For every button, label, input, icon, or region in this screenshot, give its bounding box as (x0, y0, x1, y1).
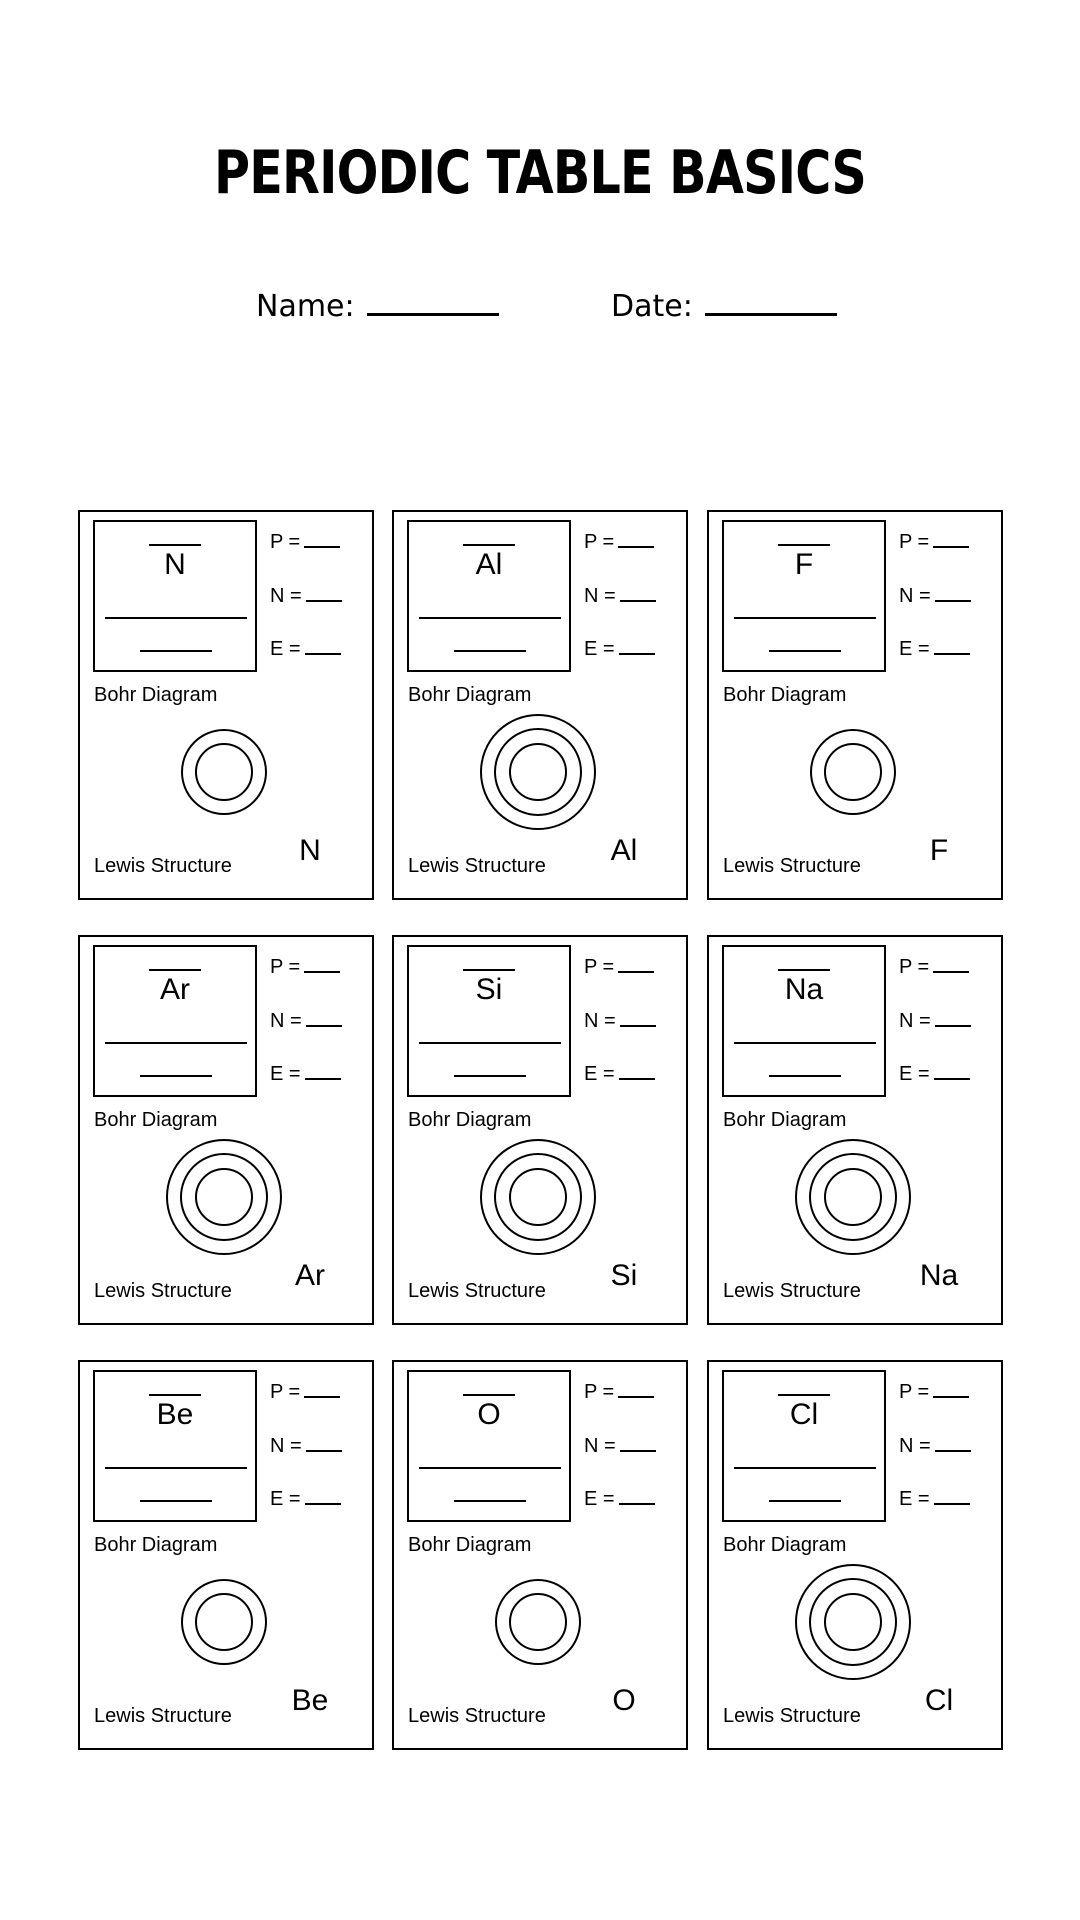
element-card (707, 1360, 1003, 1750)
protons-blank[interactable] (933, 955, 969, 973)
element-card (392, 935, 688, 1325)
element-name-blank[interactable] (734, 1467, 876, 1469)
lewis-structure-label: Lewis Structure (408, 855, 546, 877)
neutrons-field[interactable] (584, 1434, 656, 1458)
date-label: Date: (611, 289, 693, 324)
protons-field[interactable] (584, 955, 654, 979)
bohr-diagram (394, 1137, 686, 1257)
element-card (78, 935, 374, 1325)
electrons-field[interactable] (270, 637, 341, 661)
electron-shell-2 (181, 1154, 267, 1240)
lewis-structure-label: Lewis Structure (408, 1280, 546, 1302)
page-title: PERIODIC TABLE BASICS (213, 138, 867, 208)
element-symbol: Na (778, 969, 830, 1007)
protons-field[interactable] (899, 530, 969, 554)
electron-shell-3 (481, 715, 595, 829)
element-symbol-box (407, 1370, 571, 1522)
element-name-blank[interactable] (734, 617, 876, 619)
electrons-field[interactable] (270, 1487, 341, 1511)
neutrons-field[interactable] (584, 584, 656, 608)
protons-label: P = (270, 956, 301, 978)
protons-field[interactable] (270, 955, 340, 979)
element-symbol: Si (463, 969, 515, 1007)
electrons-blank[interactable] (934, 637, 970, 655)
element-symbol: Al (463, 544, 515, 582)
protons-field[interactable] (899, 955, 969, 979)
atomic-mass-blank[interactable] (769, 650, 841, 652)
element-symbol: Ar (149, 969, 201, 1007)
bohr-diagram-label: Bohr Diagram (94, 1109, 218, 1131)
atomic-mass-blank[interactable] (454, 1075, 526, 1077)
protons-field[interactable] (270, 1380, 340, 1404)
lewis-structure-label: Lewis Structure (723, 1280, 861, 1302)
electron-shell-3 (796, 1565, 910, 1679)
date-field[interactable] (611, 283, 837, 324)
electron-shell-1 (510, 1169, 566, 1225)
bohr-diagram-label: Bohr Diagram (94, 1534, 218, 1556)
neutrons-label: N = (899, 1010, 931, 1032)
electrons-blank[interactable] (934, 1062, 970, 1080)
element-name-blank[interactable] (419, 1042, 561, 1044)
element-symbol-box (93, 1370, 257, 1522)
electron-shell-1 (825, 1169, 881, 1225)
neutrons-label: N = (270, 1435, 302, 1457)
element-symbol: Be (149, 1394, 201, 1432)
electron-shell-1 (825, 744, 881, 800)
bohr-diagram-label: Bohr Diagram (408, 1534, 532, 1556)
neutrons-label: N = (270, 1010, 302, 1032)
lewis-symbol: Ar (295, 1259, 325, 1292)
protons-blank[interactable] (618, 1380, 654, 1398)
neutrons-field[interactable] (899, 1434, 971, 1458)
element-card (707, 510, 1003, 900)
neutrons-blank[interactable] (306, 1434, 342, 1452)
electrons-label: E = (899, 1063, 930, 1085)
lewis-structure-label: Lewis Structure (94, 855, 232, 877)
electrons-blank[interactable] (305, 1487, 341, 1505)
bohr-diagram (709, 712, 1001, 832)
electrons-blank[interactable] (619, 637, 655, 655)
atomic-mass-blank[interactable] (140, 1075, 212, 1077)
electrons-blank[interactable] (934, 1487, 970, 1505)
bohr-diagram-label: Bohr Diagram (408, 1109, 532, 1131)
element-card (392, 1360, 688, 1750)
name-blank[interactable] (367, 283, 499, 316)
bohr-diagram (80, 1562, 372, 1682)
electron-shell-3 (167, 1140, 281, 1254)
neutrons-label: N = (899, 1435, 931, 1457)
element-card (78, 1360, 374, 1750)
atomic-mass-blank[interactable] (769, 1075, 841, 1077)
lewis-structure-label: Lewis Structure (408, 1705, 546, 1727)
neutrons-field[interactable] (270, 1009, 342, 1033)
electrons-label: E = (270, 638, 301, 660)
element-symbol-box (722, 945, 886, 1097)
protons-blank[interactable] (304, 1380, 340, 1398)
neutrons-blank[interactable] (935, 1434, 971, 1452)
element-card (78, 510, 374, 900)
neutrons-label: N = (270, 585, 302, 607)
lewis-structure-label: Lewis Structure (723, 855, 861, 877)
electrons-field[interactable] (270, 1062, 341, 1086)
element-symbol-box (93, 520, 257, 672)
neutrons-field[interactable] (584, 1009, 656, 1033)
electrons-field[interactable] (899, 1487, 970, 1511)
lewis-structure-label: Lewis Structure (94, 1280, 232, 1302)
bohr-diagram (394, 712, 686, 832)
lewis-symbol: Si (610, 1259, 638, 1292)
protons-label: P = (584, 531, 615, 553)
element-symbol-box (93, 945, 257, 1097)
student-info-row (0, 283, 1080, 333)
neutrons-field[interactable] (270, 1434, 342, 1458)
lewis-symbol: Be (291, 1684, 329, 1717)
neutrons-blank[interactable] (620, 1434, 656, 1452)
element-name-blank[interactable] (105, 1042, 247, 1044)
electrons-field[interactable] (584, 637, 655, 661)
neutrons-label: N = (899, 585, 931, 607)
neutrons-field[interactable] (899, 1009, 971, 1033)
protons-field[interactable] (584, 530, 654, 554)
electron-shell-1 (510, 1594, 566, 1650)
neutrons-blank[interactable] (306, 1009, 342, 1027)
bohr-diagram-label: Bohr Diagram (723, 684, 847, 706)
lewis-structure-label: Lewis Structure (723, 1705, 861, 1727)
element-name-blank[interactable] (734, 1042, 876, 1044)
protons-field[interactable] (584, 1380, 654, 1404)
protons-label: P = (270, 1381, 301, 1403)
atomic-mass-blank[interactable] (454, 1500, 526, 1502)
element-card-grid (78, 510, 1008, 1755)
element-card (707, 935, 1003, 1325)
atomic-mass-blank[interactable] (140, 650, 212, 652)
electron-shell-2 (495, 729, 581, 815)
name-field[interactable] (256, 283, 499, 324)
date-blank[interactable] (705, 283, 837, 316)
electrons-blank[interactable] (305, 637, 341, 655)
element-name-blank[interactable] (105, 617, 247, 619)
element-symbol-box (407, 520, 571, 672)
electrons-label: E = (584, 638, 615, 660)
electrons-field[interactable] (899, 637, 970, 661)
electron-shell-2 (495, 1154, 581, 1240)
protons-blank[interactable] (618, 530, 654, 548)
neutrons-blank[interactable] (935, 584, 971, 602)
electron-shell-3 (796, 1140, 910, 1254)
electron-shell-2 (810, 1579, 896, 1665)
lewis-symbol: Al (610, 834, 638, 867)
element-symbol: F (778, 544, 830, 582)
neutrons-blank[interactable] (935, 1009, 971, 1027)
bohr-diagram-label: Bohr Diagram (408, 684, 532, 706)
lewis-symbol: F (929, 834, 949, 867)
electron-shell-1 (196, 1594, 252, 1650)
electrons-blank[interactable] (619, 1487, 655, 1505)
protons-blank[interactable] (618, 955, 654, 973)
electrons-label: E = (899, 1488, 930, 1510)
electrons-field[interactable] (584, 1487, 655, 1511)
protons-blank[interactable] (933, 1380, 969, 1398)
element-name-blank[interactable] (105, 1467, 247, 1469)
bohr-diagram-label: Bohr Diagram (723, 1109, 847, 1131)
element-card (392, 510, 688, 900)
element-symbol: O (463, 1394, 515, 1432)
electrons-field[interactable] (899, 1062, 970, 1086)
neutrons-blank[interactable] (620, 1009, 656, 1027)
electron-shell-1 (196, 1169, 252, 1225)
neutrons-field[interactable] (899, 584, 971, 608)
bohr-diagram (394, 1562, 686, 1682)
lewis-symbol: Cl (924, 1684, 954, 1717)
name-label: Name: (256, 289, 355, 324)
protons-field[interactable] (270, 530, 340, 554)
protons-label: P = (899, 1381, 930, 1403)
protons-blank[interactable] (933, 530, 969, 548)
electrons-label: E = (584, 1488, 615, 1510)
bohr-diagram (709, 1562, 1001, 1682)
protons-label: P = (899, 956, 930, 978)
protons-label: P = (584, 1381, 615, 1403)
protons-field[interactable] (899, 1380, 969, 1404)
electron-shell-2 (496, 1580, 580, 1664)
element-symbol-box (722, 520, 886, 672)
neutrons-blank[interactable] (620, 584, 656, 602)
bohr-diagram-label: Bohr Diagram (94, 684, 218, 706)
lewis-symbol: N (299, 834, 321, 867)
lewis-structure-label: Lewis Structure (94, 1705, 232, 1727)
bohr-diagram (80, 712, 372, 832)
electrons-blank[interactable] (305, 1062, 341, 1080)
bohr-diagram-label: Bohr Diagram (723, 1534, 847, 1556)
element-symbol-box (722, 1370, 886, 1522)
electrons-label: E = (270, 1063, 301, 1085)
electrons-field[interactable] (584, 1062, 655, 1086)
element-symbol: Cl (778, 1394, 830, 1432)
neutrons-label: N = (584, 585, 616, 607)
electron-shell-1 (196, 744, 252, 800)
electron-shell-2 (810, 1154, 896, 1240)
electrons-label: E = (270, 1488, 301, 1510)
neutrons-label: N = (584, 1435, 616, 1457)
electron-shell-1 (510, 744, 566, 800)
atomic-mass-blank[interactable] (140, 1500, 212, 1502)
neutrons-blank[interactable] (306, 584, 342, 602)
protons-blank[interactable] (304, 955, 340, 973)
bohr-diagram (709, 1137, 1001, 1257)
electron-shell-2 (182, 1580, 266, 1664)
electrons-label: E = (899, 638, 930, 660)
protons-label: P = (270, 531, 301, 553)
electron-shell-1 (825, 1594, 881, 1650)
protons-blank[interactable] (304, 530, 340, 548)
electrons-blank[interactable] (619, 1062, 655, 1080)
neutrons-label: N = (584, 1010, 616, 1032)
element-symbol-box (407, 945, 571, 1097)
electron-shell-2 (182, 730, 266, 814)
neutrons-field[interactable] (270, 584, 342, 608)
electrons-label: E = (584, 1063, 615, 1085)
bohr-diagram (80, 1137, 372, 1257)
element-symbol: N (149, 544, 201, 582)
element-name-blank[interactable] (419, 617, 561, 619)
protons-label: P = (584, 956, 615, 978)
atomic-mass-blank[interactable] (454, 650, 526, 652)
lewis-symbol: Na (919, 1259, 959, 1292)
electron-shell-2 (811, 730, 895, 814)
electron-shell-3 (481, 1140, 595, 1254)
protons-label: P = (899, 531, 930, 553)
lewis-symbol: O (612, 1684, 636, 1717)
atomic-mass-blank[interactable] (769, 1500, 841, 1502)
element-name-blank[interactable] (419, 1467, 561, 1469)
